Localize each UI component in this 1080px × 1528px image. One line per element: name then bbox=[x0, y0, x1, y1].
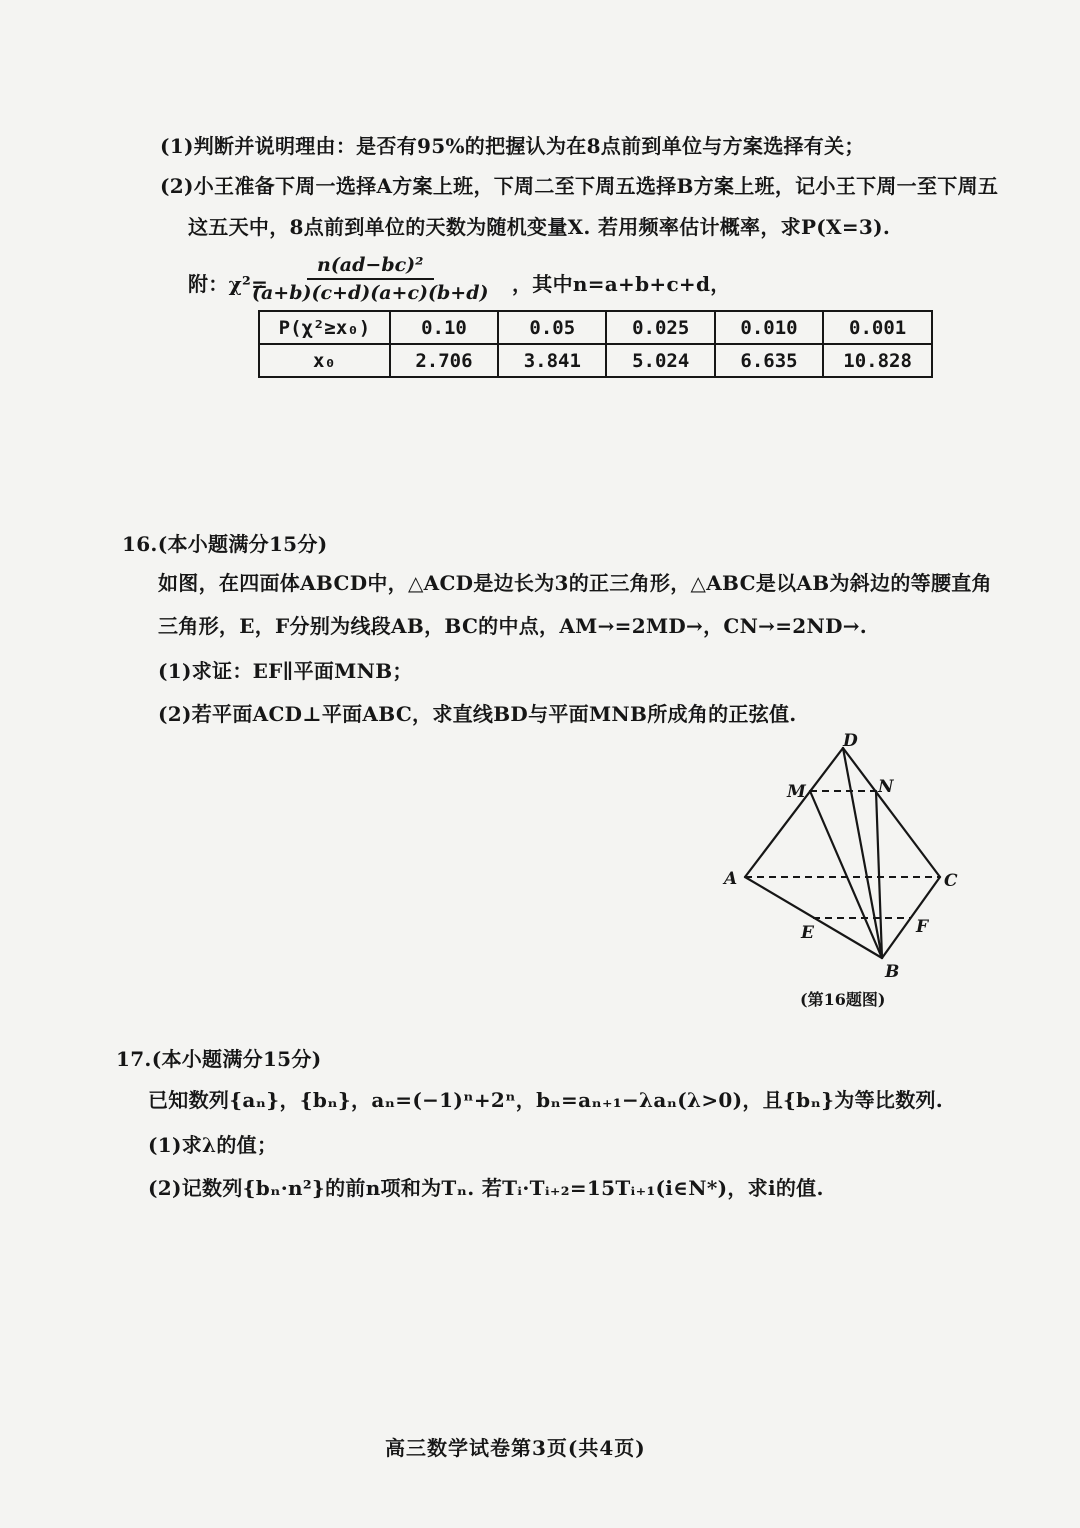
fraction-numerator: n(ad−bc)² bbox=[307, 254, 434, 280]
table-cell: 6.635 bbox=[715, 344, 823, 377]
q17-part2: (2)记数列{bₙ·n²}的前n项和为Tₙ. 若Tᵢ·Tᵢ₊₂=15Tᵢ₊₁(i∈N*)，求i的值. bbox=[148, 1176, 824, 1200]
label-e: E bbox=[801, 923, 814, 943]
table-cell: x₀ bbox=[259, 344, 390, 377]
table-cell: P(χ²≥x₀) bbox=[259, 311, 390, 344]
q17-header: 17.(本小题满分15分) bbox=[116, 1047, 322, 1071]
q16-line2: 三角形，E，F分别为线段AB，BC的中点，AM→=2MD→，CN→=2ND→. bbox=[158, 614, 868, 638]
label-c: C bbox=[944, 871, 958, 891]
q16-part1: (1)求证：EF∥平面MNB； bbox=[158, 659, 413, 683]
label-a: A bbox=[724, 869, 738, 889]
figure-caption: (第16题图) bbox=[800, 990, 886, 1009]
formula-suffix: ，其中n=a+b+c+d， bbox=[512, 272, 731, 296]
label-f: F bbox=[916, 917, 929, 937]
table-cell: 5.024 bbox=[606, 344, 714, 377]
q17-part1: (1)求λ的值； bbox=[148, 1133, 278, 1157]
tetrahedron-figure bbox=[720, 730, 980, 980]
fraction-denominator: (a+b)(c+d)(a+c)(b+d) bbox=[252, 282, 489, 304]
q15-part2-line2: 这五天中，8点前到单位的天数为随机变量X. 若用频率估计概率，求P(X=3). bbox=[188, 215, 891, 239]
table-cell: 0.025 bbox=[606, 311, 714, 344]
table-cell: 0.05 bbox=[498, 311, 606, 344]
formula-prefix: 附：χ²= bbox=[188, 272, 269, 296]
label-n: N bbox=[878, 777, 894, 797]
table-cell: 0.010 bbox=[715, 311, 823, 344]
q15-part2-line1: (2)小王准备下周一选择A方案上班，下周二至下周五选择B方案上班，记小王下周一至下周五 bbox=[160, 174, 999, 198]
table-cell: 0.001 bbox=[823, 311, 932, 344]
page-footer: 高三数学试卷第3页(共4页) bbox=[385, 1436, 646, 1460]
chi-square-fraction bbox=[252, 254, 489, 304]
label-d: D bbox=[843, 731, 858, 751]
label-m: M bbox=[787, 782, 806, 802]
table-row bbox=[259, 344, 932, 377]
table-cell: 0.10 bbox=[390, 311, 498, 344]
q16-part2: (2)若平面ACD⊥平面ABC，求直线BD与平面MNB所成角的正弦值. bbox=[158, 702, 797, 726]
table-cell: 2.706 bbox=[390, 344, 498, 377]
label-b: B bbox=[885, 962, 900, 980]
q16-line1: 如图，在四面体ABCD中，△ACD是边长为3的正三角形，△ABC是以AB为斜边的等腰直角 bbox=[158, 571, 992, 595]
q15-part1: (1)判断并说明理由：是否有95%的把握认为在8点前到单位与方案选择有关； bbox=[160, 134, 865, 158]
q17-line1: 已知数列{aₙ}，{bₙ}，aₙ=(−1)ⁿ+2ⁿ，bₙ=aₙ₊₁−λaₙ(λ>0)，且{bₙ}为等比数列. bbox=[148, 1088, 944, 1112]
q16-header: 16.(本小题满分15分) bbox=[122, 532, 328, 556]
table-row bbox=[259, 311, 932, 344]
table-cell: 10.828 bbox=[823, 344, 932, 377]
table-cell: 3.841 bbox=[498, 344, 606, 377]
critical-value-table bbox=[258, 310, 933, 378]
